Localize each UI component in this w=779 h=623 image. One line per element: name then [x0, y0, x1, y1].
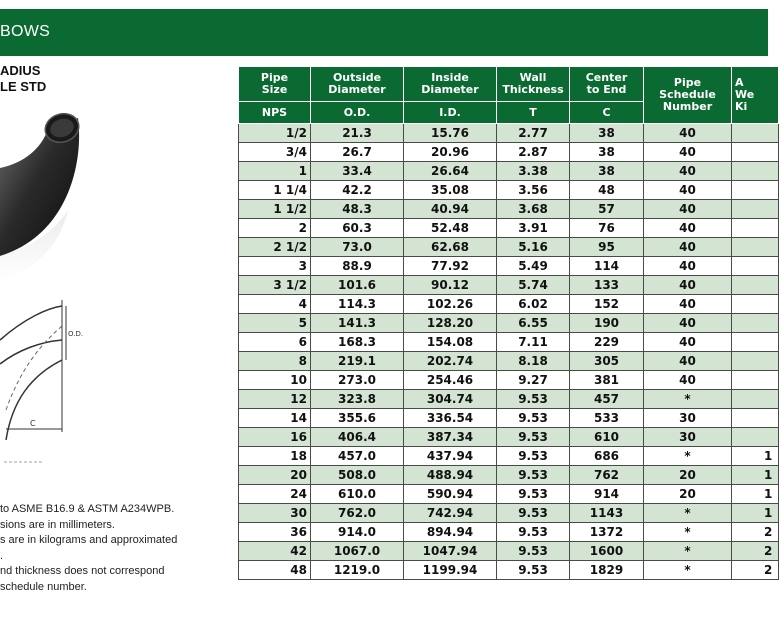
cell-od: 406.4	[311, 428, 404, 447]
cell-wt: 1	[732, 504, 779, 523]
cell-sch: 40	[644, 295, 732, 314]
cell-id: 1199.94	[404, 561, 497, 580]
elbow-drawing	[0, 290, 84, 470]
cell-wt	[732, 276, 779, 295]
notes	[0, 502, 230, 595]
cell-t: 3.56	[497, 181, 570, 200]
note-line: to ASME B16.9 & ASTM A234WPB.	[0, 503, 175, 515]
cell-od: 610.0	[311, 485, 404, 504]
cell-wt	[732, 428, 779, 447]
cell-sch: 20	[644, 485, 732, 504]
cell-wt: 2	[732, 542, 779, 561]
cell-wt	[732, 390, 779, 409]
cell-id: 1047.94	[404, 542, 497, 561]
cell-c: 95	[570, 238, 644, 257]
table-row	[239, 181, 779, 200]
cell-id: 304.74	[404, 390, 497, 409]
cell-nps: 3	[239, 257, 311, 276]
col-header-pipe-size: Pipe Size	[239, 67, 311, 102]
table-row	[239, 447, 779, 466]
table-row	[239, 523, 779, 542]
cell-wt	[732, 143, 779, 162]
cell-t: 9.53	[497, 390, 570, 409]
table-row	[239, 428, 779, 447]
cell-nps: 3 1/2	[239, 276, 311, 295]
cell-c: 457	[570, 390, 644, 409]
cell-nps: 2	[239, 219, 311, 238]
note-line: schedule number.	[0, 580, 87, 593]
cell-wt	[732, 238, 779, 257]
cell-sch: *	[644, 390, 732, 409]
col-subheader-nps: NPS	[239, 102, 311, 124]
cell-id: 128.20	[404, 314, 497, 333]
cell-c: 914	[570, 485, 644, 504]
cell-sch: 20	[644, 466, 732, 485]
cell-c: 1829	[570, 561, 644, 580]
cell-t: 8.18	[497, 352, 570, 371]
cell-c: 762	[570, 466, 644, 485]
table-row	[239, 219, 779, 238]
cell-wt: 1	[732, 485, 779, 504]
cell-id: 488.94	[404, 466, 497, 485]
cell-nps: 48	[239, 561, 311, 580]
cell-wt	[732, 314, 779, 333]
cell-nps: 12	[239, 390, 311, 409]
elbow-dimensions-table	[238, 66, 779, 580]
cell-od: 114.3	[311, 295, 404, 314]
cell-id: 254.46	[404, 371, 497, 390]
cell-od: 323.8	[311, 390, 404, 409]
table-row	[239, 561, 779, 580]
cell-sch: 40	[644, 257, 732, 276]
table-row	[239, 352, 779, 371]
cell-id: 52.48	[404, 219, 497, 238]
cell-id: 35.08	[404, 181, 497, 200]
cell-od: 33.4	[311, 162, 404, 181]
c-label: C	[30, 419, 36, 428]
cell-sch: 40	[644, 181, 732, 200]
cell-t: 5.74	[497, 276, 570, 295]
cell-nps: 36	[239, 523, 311, 542]
note-line: sions are in millimeters.	[0, 518, 115, 531]
cell-nps: 10	[239, 371, 311, 390]
cell-od: 508.0	[311, 466, 404, 485]
header-banner	[0, 9, 768, 56]
note-line: s are in kilograms and approximated	[0, 534, 178, 546]
cell-nps: 5	[239, 314, 311, 333]
cell-id: 15.76	[404, 124, 497, 143]
cell-c: 38	[570, 124, 644, 143]
cell-sch: 30	[644, 409, 732, 428]
cell-t: 9.53	[497, 428, 570, 447]
cell-wt	[732, 352, 779, 371]
cell-wt	[732, 181, 779, 200]
cell-sch: 40	[644, 219, 732, 238]
cell-t: 6.02	[497, 295, 570, 314]
cell-c: 229	[570, 333, 644, 352]
col-header-weight: A We Ki	[732, 67, 779, 124]
cell-t: 2.77	[497, 124, 570, 143]
cell-sch: 40	[644, 314, 732, 333]
cell-nps: 14	[239, 409, 311, 428]
cell-id: 894.94	[404, 523, 497, 542]
cell-od: 21.3	[311, 124, 404, 143]
cell-c: 381	[570, 371, 644, 390]
cell-t: 9.27	[497, 371, 570, 390]
cell-od: 73.0	[311, 238, 404, 257]
cell-id: 590.94	[404, 485, 497, 504]
subtitle-line-2: LE STD	[0, 79, 47, 94]
cell-sch: *	[644, 523, 732, 542]
col-header-pipe-schedule: Pipe Schedule Number	[644, 67, 732, 124]
cell-wt	[732, 200, 779, 219]
page-title: BOWS	[0, 23, 51, 40]
cell-c: 133	[570, 276, 644, 295]
cell-c: 114	[570, 257, 644, 276]
cell-t: 6.55	[497, 314, 570, 333]
cell-t: 9.53	[497, 409, 570, 428]
table-row	[239, 466, 779, 485]
cell-wt	[732, 257, 779, 276]
cell-sch: 40	[644, 200, 732, 219]
subtitle-line-1: ADIUS	[0, 63, 41, 78]
table-row	[239, 542, 779, 561]
cell-c: 305	[570, 352, 644, 371]
cell-nps: 2 1/2	[239, 238, 311, 257]
table-row	[239, 143, 779, 162]
cell-t: 9.53	[497, 542, 570, 561]
cell-od: 457.0	[311, 447, 404, 466]
cell-c: 57	[570, 200, 644, 219]
cell-id: 387.34	[404, 428, 497, 447]
cell-nps: 1 1/4	[239, 181, 311, 200]
cell-od: 42.2	[311, 181, 404, 200]
cell-id: 336.54	[404, 409, 497, 428]
cell-nps: 42	[239, 542, 311, 561]
cell-t: 7.11	[497, 333, 570, 352]
cell-id: 62.68	[404, 238, 497, 257]
cell-id: 26.64	[404, 162, 497, 181]
cell-c: 38	[570, 162, 644, 181]
table-row	[239, 314, 779, 333]
cell-t: 9.53	[497, 523, 570, 542]
cell-od: 1219.0	[311, 561, 404, 580]
cell-nps: 1	[239, 162, 311, 181]
table-row	[239, 257, 779, 276]
table-row	[239, 390, 779, 409]
cell-nps: 24	[239, 485, 311, 504]
cell-t: 3.91	[497, 219, 570, 238]
note-line: nd thickness does not correspond	[0, 565, 165, 577]
cell-id: 102.26	[404, 295, 497, 314]
cell-nps: 1 1/2	[239, 200, 311, 219]
cell-t: 3.68	[497, 200, 570, 219]
table-body	[239, 124, 779, 580]
cell-id: 90.12	[404, 276, 497, 295]
cell-sch: *	[644, 504, 732, 523]
table-row	[239, 276, 779, 295]
table-row	[239, 238, 779, 257]
table-row	[239, 295, 779, 314]
cell-nps: 3/4	[239, 143, 311, 162]
cell-t: 3.38	[497, 162, 570, 181]
cell-id: 154.08	[404, 333, 497, 352]
elbow-photo	[0, 106, 95, 286]
cell-c: 76	[570, 219, 644, 238]
cell-od: 48.3	[311, 200, 404, 219]
cell-id: 437.94	[404, 447, 497, 466]
cell-od: 355.6	[311, 409, 404, 428]
cell-id: 20.96	[404, 143, 497, 162]
cell-id: 202.74	[404, 352, 497, 371]
cell-nps: 16	[239, 428, 311, 447]
col-subheader-od: O.D.	[311, 102, 404, 124]
cell-sch: 40	[644, 352, 732, 371]
cell-nps: 18	[239, 447, 311, 466]
cell-od: 762.0	[311, 504, 404, 523]
cell-c: 1143	[570, 504, 644, 523]
cell-sch: 40	[644, 238, 732, 257]
cell-id: 40.94	[404, 200, 497, 219]
cell-id: 77.92	[404, 257, 497, 276]
cell-c: 190	[570, 314, 644, 333]
cell-od: 26.7	[311, 143, 404, 162]
cell-sch: *	[644, 561, 732, 580]
cell-t: 5.49	[497, 257, 570, 276]
table-row	[239, 504, 779, 523]
cell-sch: *	[644, 542, 732, 561]
col-header-inside-diameter: Inside Diameter	[404, 67, 497, 102]
cell-wt: 1	[732, 447, 779, 466]
cell-nps: 30	[239, 504, 311, 523]
cell-wt: 2	[732, 561, 779, 580]
cell-sch: 40	[644, 162, 732, 181]
cell-od: 141.3	[311, 314, 404, 333]
cell-c: 1600	[570, 542, 644, 561]
cell-wt	[732, 295, 779, 314]
cell-nps: 4	[239, 295, 311, 314]
cell-t: 2.87	[497, 143, 570, 162]
cell-c: 686	[570, 447, 644, 466]
cell-sch: 40	[644, 333, 732, 352]
cell-od: 60.3	[311, 219, 404, 238]
cell-nps: 6	[239, 333, 311, 352]
table-row	[239, 200, 779, 219]
cell-sch: 30	[644, 428, 732, 447]
cell-id: 742.94	[404, 504, 497, 523]
cell-c: 152	[570, 295, 644, 314]
col-header-center-to-end: Center to End	[570, 67, 644, 102]
cell-od: 219.1	[311, 352, 404, 371]
table-row	[239, 124, 779, 143]
cell-c: 38	[570, 143, 644, 162]
od-label: O.D.	[68, 330, 84, 338]
cell-wt	[732, 333, 779, 352]
table-row	[239, 371, 779, 390]
elbow-dimensions-table-wrapper	[238, 66, 778, 580]
table-row	[239, 162, 779, 181]
cell-t: 5.16	[497, 238, 570, 257]
cell-wt	[732, 371, 779, 390]
table-row	[239, 485, 779, 504]
cell-nps: 8	[239, 352, 311, 371]
cell-sch: 40	[644, 371, 732, 390]
cell-nps: 1/2	[239, 124, 311, 143]
cell-nps: 20	[239, 466, 311, 485]
cell-sch: 40	[644, 276, 732, 295]
cell-wt	[732, 162, 779, 181]
table-row	[239, 409, 779, 428]
cell-t: 9.53	[497, 466, 570, 485]
col-header-wall-thickness: Wall Thickness	[497, 67, 570, 102]
note-line: .	[0, 549, 4, 562]
cell-wt: 1	[732, 466, 779, 485]
cell-wt: 2	[732, 523, 779, 542]
table-row	[239, 333, 779, 352]
cell-t: 9.53	[497, 485, 570, 504]
cell-od: 168.3	[311, 333, 404, 352]
col-header-outside-diameter: Outside Diameter	[311, 67, 404, 102]
cell-od: 914.0	[311, 523, 404, 542]
col-subheader-t: T	[497, 102, 570, 124]
cell-wt	[732, 409, 779, 428]
cell-sch: 40	[644, 143, 732, 162]
col-subheader-c: C	[570, 102, 644, 124]
cell-od: 88.9	[311, 257, 404, 276]
cell-od: 273.0	[311, 371, 404, 390]
cell-od: 1067.0	[311, 542, 404, 561]
cell-od: 101.6	[311, 276, 404, 295]
cell-c: 48	[570, 181, 644, 200]
cell-wt	[732, 124, 779, 143]
cell-c: 1372	[570, 523, 644, 542]
cell-c: 610	[570, 428, 644, 447]
cell-sch: 40	[644, 124, 732, 143]
cell-sch: *	[644, 447, 732, 466]
cell-t: 9.53	[497, 561, 570, 580]
cell-t: 9.53	[497, 504, 570, 523]
cell-wt	[732, 219, 779, 238]
cell-c: 533	[570, 409, 644, 428]
col-subheader-id: I.D.	[404, 102, 497, 124]
cell-t: 9.53	[497, 447, 570, 466]
